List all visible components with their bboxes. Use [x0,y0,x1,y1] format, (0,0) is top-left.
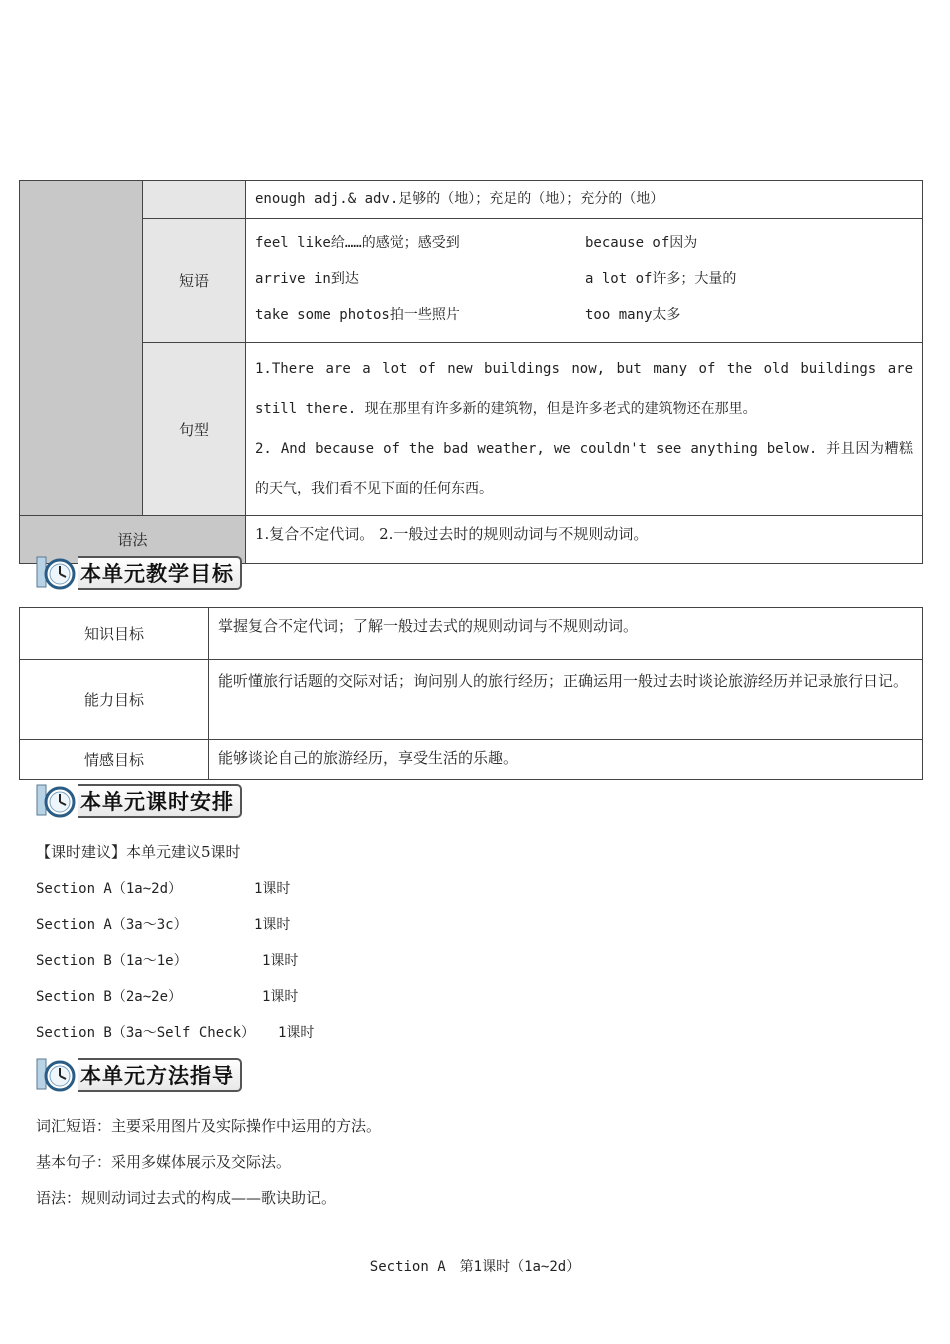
schedule-section: Section A（1a~2d） [36,881,183,897]
method-item: 语法：规则动词过去式的构成——歌诀助记。 [36,1189,337,1207]
phrase: take some photos拍一些照片 [255,307,460,323]
schedule-section: Section B（2a~2e） [36,989,183,1005]
schedule-section: Section A（3a～3c） [36,917,188,933]
category-cell [20,181,143,516]
goal-content: 能够谈论自己的旅游经历，享受生活的乐趣。 [209,740,923,780]
goal-label: 知识目标 [20,608,209,660]
schedule-row [36,986,298,1006]
goal-content: 掌握复合不定代词；了解一般过去式的规则动词与不规则动词。 [209,608,923,660]
phrases-cell [246,219,923,343]
word-row: enough adj.& adv.足够的（地）；充足的（地）；充分的（地） [246,181,923,219]
goal-content: 能听懂旅行话题的交际对话；询问别人的旅行经历；正确运用一般过去时谈论旅游经历并记录旅行日记。 [209,660,923,740]
schedule-hours: 1课时 [262,953,299,969]
grammar-label: 语法 [20,516,246,564]
word-label-cell [143,181,246,219]
schedule-hours: 1课时 [278,1025,315,1041]
schedule-hours: 1课时 [262,989,299,1005]
sentences-label: 句型 [143,343,246,516]
clock-icon [34,1057,78,1093]
sentence: 1.There are a lot of new buildings now, but many of the old buildings are still there. 现在那里有许多新的建筑物，但是许多老式的建筑物还在那里。 [255,361,913,417]
method-item: 基本句子：采用多媒体展示及交际法。 [36,1153,292,1171]
schedule-row [36,914,290,934]
method-heading [34,1057,242,1093]
goals-table [19,607,923,780]
phrase: because of因为 [585,235,698,251]
phrases-label: 短语 [143,219,246,343]
grammar-content: 1.复合不定代词。 2.一般过去时的规则动词与不规则动词。 [246,516,923,564]
schedule-section: Section B（1a～1e） [36,953,188,969]
sentence: 2. And because of the bad weather, we couldn't see anything below. 并且因为糟糕的天气，我们看不见下面的任何东西。 [255,441,913,497]
heading-text: 本单元教学目标 [78,556,242,590]
schedule-hours: 1课时 [254,917,291,933]
phrase: too many太多 [585,307,681,323]
schedule-row [36,950,298,970]
heading-text: 本单元课时安排 [78,784,242,818]
vocab-table [19,180,923,564]
heading-text: 本单元方法指导 [78,1058,242,1092]
schedule-hours: 1课时 [254,881,291,897]
phrase: arrive in到达 [255,271,359,287]
goal-label: 情感目标 [20,740,209,780]
phrase: a lot of许多；大量的 [585,271,737,287]
schedule-section: Section B（3a～Self Check） [36,1025,256,1041]
clock-icon [34,783,78,819]
lesson-title [0,1256,950,1276]
goals-heading [34,555,242,591]
schedule-heading [34,783,242,819]
phrase: feel like给……的感觉；感受到 [255,235,460,251]
schedule-row [36,1022,314,1042]
clock-icon [34,555,78,591]
sentences-cell [246,343,923,516]
goal-label: 能力目标 [20,660,209,740]
lesson-title-text: Section A 第1课时（1a~2d） [369,1259,581,1275]
schedule-row [36,878,290,898]
schedule-suggestion: 【课时建议】本单元建议5课时 [36,843,241,861]
method-item: 词汇短语：主要采用图片及实际操作中运用的方法。 [36,1117,382,1135]
